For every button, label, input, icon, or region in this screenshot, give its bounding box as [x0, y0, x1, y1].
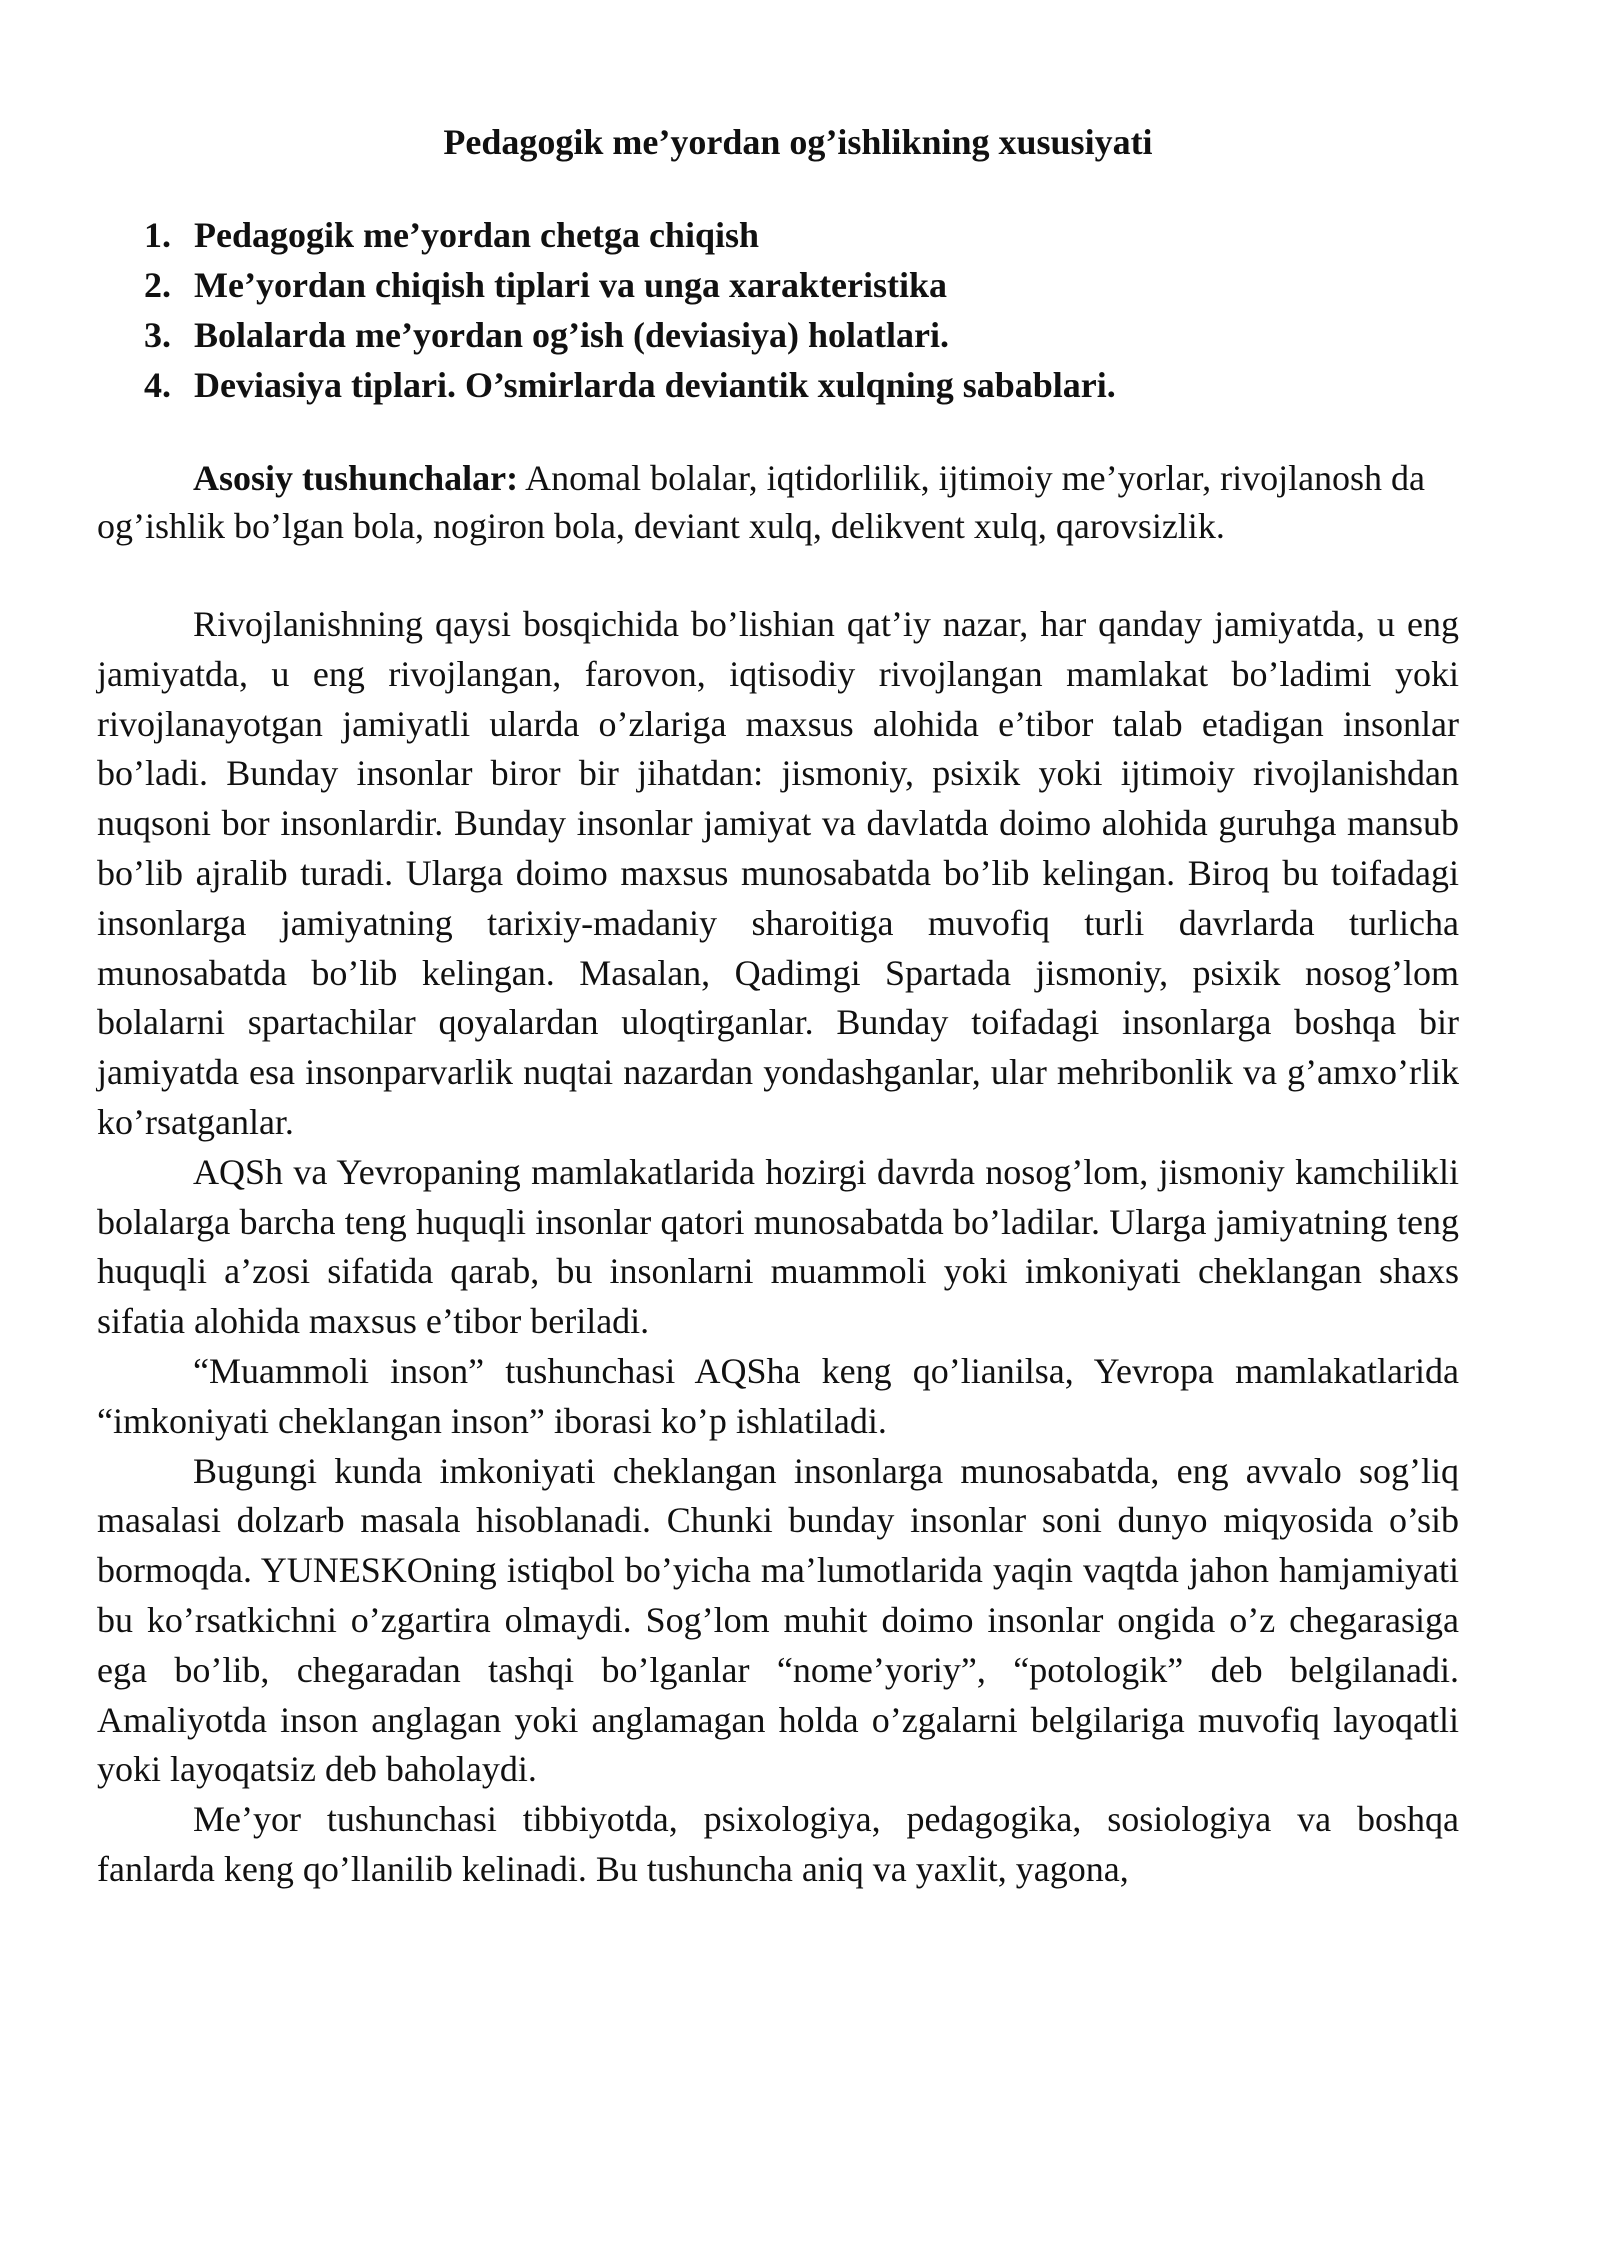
outline-item-text: Pedagogik me’yordan chetga chiqish [194, 215, 760, 255]
topic-outline [97, 210, 1459, 410]
body-paragraph-5: Me’yor tushunchasi tibbiyotda, psixologiya, pedagogika, sosiologiya va boshqa fanlarda keng qo’llanilib kelinadi. Bu tushuncha aniq va yaxlit, yagona, [97, 1799, 1459, 1889]
key-concepts-label: Asosiy tushunchalar: [193, 458, 519, 498]
outline-item-number: 1. [144, 215, 171, 255]
outline-item-text: Bolalarda me’yordan og’ish (deviasiya) holatlari. [194, 315, 949, 355]
outline-item [97, 310, 1459, 360]
document-page [97, 118, 1459, 1895]
body-paragraph-4: Bugungi kunda imkoniyati cheklangan insonlarga munosabatda, eng avvalo sog’liq masalasi dolzarb masala hisoblanadi. Chunki bunday insonlar soni dunyo miqyosida o’sib bormoqda. YUNESKOning istiqbol bo’yicha ma’lumotlarida yaqin vaqtda jahon hamjamiyati bu ko’rsatkichni o’zgartira olmaydi. Sog’lom muhit doimo insonlar ongida o’z chegarasiga ega bo’lib, chegaradan tashqi bo’lganlar “nome’yoriy”, “potologik” deb belgilanadi. Amaliyotda inson anglagan yoki anglamagan holda o’zgalarni belgilariga muvofiq layoqatli yoki layoqatsiz deb baholaydi. [97, 1450, 1459, 1790]
key-concepts-paragraph [97, 454, 1459, 550]
outline-item-text: Deviasiya tiplari. O’smirlarda deviantik xulqning sabablari. [194, 365, 1116, 405]
outline-item-number: 3. [144, 315, 171, 355]
outline-item-text: Me’yordan chiqish tiplari va unga xarakteristika [194, 265, 948, 305]
outline-item-number: 4. [144, 365, 171, 405]
outline-item [97, 360, 1459, 410]
outline-item-number: 2. [144, 265, 171, 305]
body-paragraph-3: “Muammoli inson” tushunchasi AQSha keng qo’lianilsa, Yevropa mamlakatlarida “imkoniyati cheklangan inson” iborasi ko’p ishlatiladi. [97, 1350, 1459, 1441]
body-paragraph-2: AQSh va Yevropaning mamlakatlarida hozirgi davrda nosog’lom, jismoniy kamchilikli bolalarga barcha teng huquqli insonlar qatori munosabatda bo’ladilar. Ularga jamiyatning teng huquqli a’zosi sifatida qarab, bu insonlarni muammoli yoki imkoniyati cheklangan shaxs sifatia alohida maxsus e’tibor beriladi. [97, 1151, 1459, 1342]
outline-item [97, 210, 1459, 260]
body-paragraph-1: Rivojlanishning qaysi bosqichida bo’lishian qat’iy nazar, har qanday jamiyatda, u eng jamiyatda, u eng rivojlangan, farovon, iqtisodiy rivojlangan mamlakat bo’ladimi yoki rivojlanayotgan jamiyatli ularda o’zlariga maxsus alohida e’tibor talab etadigan insonlar bo’ladi. Bunday insonlar biror bir jihatdan: jismoniy, psixik yoki ijtimoiy rivojlanishdan nuqsoni bor insonlardir. Bunday insonlar jamiyat va davlatda doimo alohida guruhga mansub bo’lib ajralib turadi. Ularga doimo maxsus munosabatda bo’lib kelingan. Biroq bu toifadagi insonlarga jamiyatning tarixiy-madaniy sharoitiga muvofiq turli davrlarda turlicha munosabatda bo’lib kelingan. Masalan, Qadimgi Spartada jismoniy, psixik nosog’lom bolalarni spartachilar qoyalardan uloqtirganlar. Bunday toifadagi insonlarga boshqa bir jamiyatda esa insonparvarlik nuqtai nazardan yondashganlar, ular mehribonlik va g’amxo’rlik ko’rsatganlar. [97, 604, 1459, 1142]
document-title: Pedagogik me’yordan og’ishlikning xususiyati [443, 122, 1153, 162]
key-concepts-text: Anomal bolalar, iqtidorlilik, ijtimoiy me’yorlar, rivojlanosh da og’ishlik bo’lgan bola, nogiron bola, deviant xulq, delikvent xulq, qarovsizlik. [97, 458, 1426, 546]
outline-item [97, 260, 1459, 310]
